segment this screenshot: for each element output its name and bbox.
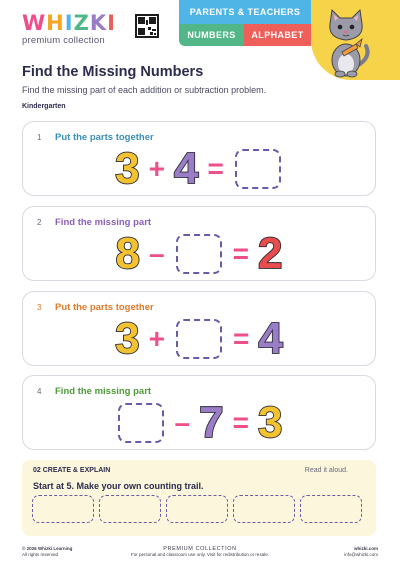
trail-box[interactable]: [32, 495, 94, 523]
grade-level: Kindergarten: [22, 103, 66, 110]
section-hint: Read it aloud.: [304, 467, 348, 474]
problem-card-3: [22, 291, 376, 366]
trail-box[interactable]: [99, 495, 161, 523]
page-title: Find the Missing Numbers: [22, 64, 204, 80]
brand-letter: H: [46, 11, 65, 35]
answer-box[interactable]: [176, 319, 222, 359]
equation: [23, 398, 375, 447]
equation: [23, 314, 375, 363]
plus-sign: +: [148, 323, 165, 354]
collection-name: PREMIUM COLLECTION: [163, 546, 237, 552]
equation: [23, 144, 375, 193]
equals-sign: =: [232, 407, 249, 438]
qr-code-icon: [135, 14, 159, 38]
nav-numbers[interactable]: NUMBERS: [179, 24, 244, 46]
trail-box[interactable]: [166, 495, 228, 523]
cat-mascot-icon: [316, 6, 372, 82]
problem-number: 1: [37, 133, 42, 142]
brand-subtitle: premium collection: [22, 35, 105, 46]
minus-sign: –: [174, 407, 191, 438]
equation-number: 3: [115, 144, 140, 193]
problem-card-1: [22, 121, 376, 196]
license-text: For personal and classroom use only. Visit for redistribution or resale.: [131, 552, 269, 557]
answer-box[interactable]: [235, 149, 281, 189]
site-link[interactable]: whizki.com: [353, 546, 378, 551]
footer-copyright: [22, 546, 72, 558]
brand-letter: Z: [73, 11, 90, 35]
counting-trail: [32, 495, 367, 523]
equation-number: 3: [257, 398, 283, 447]
rights-text: All rights reserved: [22, 552, 59, 557]
problem-number: 3: [37, 303, 42, 312]
section-heading: 02 CREATE & EXPLAIN: [33, 467, 111, 474]
nav-parents-teachers[interactable]: PARENTS & TEACHERS: [179, 0, 311, 24]
trail-box[interactable]: [233, 495, 295, 523]
section-prompt: Start at 5. Make your own counting trail.: [33, 481, 204, 491]
problem-card-2: [22, 206, 376, 281]
equation-number: 4: [174, 144, 199, 193]
problem-label: Put the parts together: [55, 132, 154, 143]
nav-alphabet[interactable]: ALPHABET: [244, 24, 311, 46]
brand-letter: W: [22, 11, 47, 35]
create-explain-section: [22, 460, 376, 536]
problem-card-4: [22, 375, 376, 450]
problem-number: 4: [37, 387, 42, 396]
problem-label: Find the missing part: [55, 217, 152, 228]
equation-number: 2: [257, 229, 283, 278]
equals-sign: =: [232, 238, 249, 269]
problem-label: Put the parts together: [55, 302, 154, 313]
answer-box[interactable]: [176, 234, 222, 274]
equation-number: 8: [115, 229, 141, 278]
footer-contact: [344, 546, 378, 558]
problem-number: 2: [37, 218, 42, 227]
brand-letter: I: [107, 11, 116, 35]
answer-box[interactable]: [118, 403, 164, 443]
trail-box[interactable]: [300, 495, 362, 523]
equation: [23, 229, 375, 278]
plus-sign: +: [148, 153, 165, 184]
brand-wordmark: [22, 12, 116, 34]
equation-number: 7: [199, 398, 224, 447]
problem-label: Find the missing part: [55, 386, 152, 397]
brand-letter: K: [89, 11, 108, 35]
equation-number: 3: [115, 314, 140, 363]
brand-letter: I: [64, 11, 74, 35]
brand-logo: [22, 12, 116, 46]
email-link[interactable]: info@whizki.com: [344, 552, 378, 557]
copyright-text: © 2026 Whizki Learning: [22, 546, 73, 551]
page-instruction: Find the missing part of each addition or subtraction problem.: [22, 85, 267, 95]
minus-sign: –: [149, 238, 165, 269]
equals-sign: =: [207, 153, 224, 184]
footer-collection: [100, 546, 300, 558]
equals-sign: =: [233, 323, 250, 354]
equation-number: 4: [258, 314, 283, 363]
